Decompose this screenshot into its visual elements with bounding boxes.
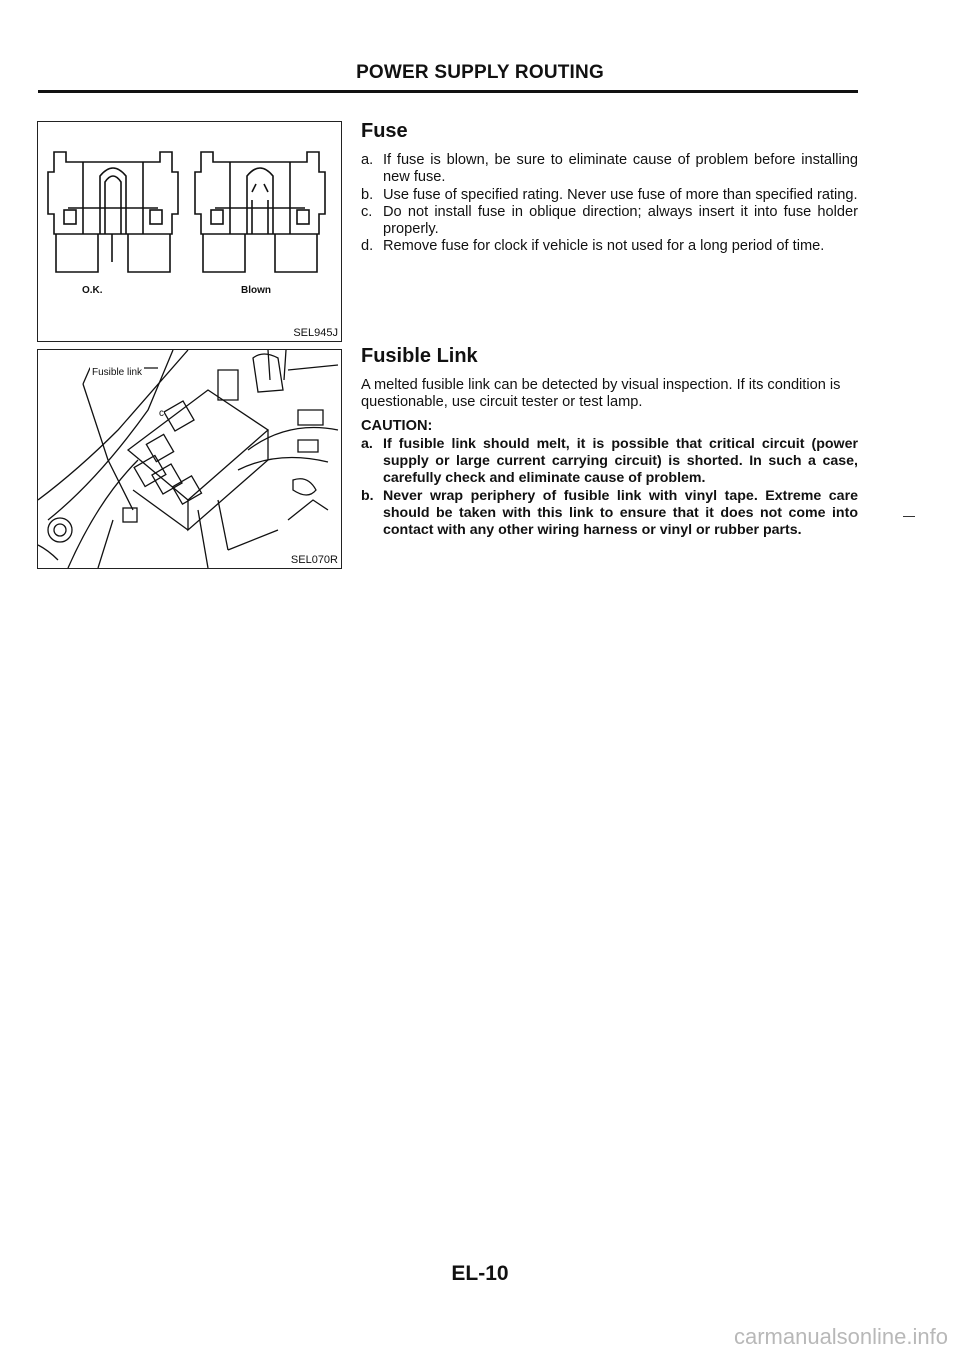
fuse-blown-drawing xyxy=(195,152,325,272)
watermark: carmanualsonline.info xyxy=(733,1324,948,1349)
list-marker: a. xyxy=(361,152,374,168)
list-item xyxy=(361,152,858,187)
list-marker: b. xyxy=(361,186,374,203)
fuse-ok-drawing xyxy=(48,152,178,272)
fusible-link-figure xyxy=(37,349,342,569)
figure-code: SEL945J xyxy=(293,327,338,339)
fusible-link-illustration xyxy=(38,350,341,568)
figure-callout-c: c xyxy=(159,408,164,419)
fuse-illustration xyxy=(38,122,341,341)
list-item xyxy=(361,238,858,255)
fuse-section xyxy=(361,120,858,256)
list-item xyxy=(361,187,858,204)
fuse-list xyxy=(361,152,858,256)
list-marker: c. xyxy=(361,203,373,220)
list-text: Never wrap periphery of fusible link with vinyl tape. Extreme care should be taken with this link to ensure that it does not come into contact with any other wiring harness or vinyl or rubber parts. xyxy=(383,487,858,539)
fuse-blown-label: Blown xyxy=(241,285,271,296)
list-text: Remove fuse for clock if vehicle is not used for a long period of time. xyxy=(383,238,825,255)
list-item xyxy=(361,436,858,488)
list-item xyxy=(361,488,858,540)
list-text: Use fuse of specified rating. Never use fuse of more than specified rating. xyxy=(383,186,858,203)
list-marker: a. xyxy=(361,435,373,452)
margin-mark xyxy=(903,516,915,517)
caution-heading: CAUTION: xyxy=(361,417,433,434)
list-item xyxy=(361,204,858,239)
page-number: EL-10 xyxy=(451,1262,509,1285)
fuse-ok-label: O.K. xyxy=(82,285,103,296)
caution-list xyxy=(361,436,858,540)
list-marker: b. xyxy=(361,487,374,504)
list-marker: d. xyxy=(361,238,374,255)
fuse-figure xyxy=(37,121,342,342)
section-title-fusible-link: Fusible Link xyxy=(361,345,478,367)
header-rule xyxy=(38,90,858,93)
section-title-fuse: Fuse xyxy=(361,120,408,142)
list-text: If fuse is blown, be sure to eliminate cause of problem before installing new fuse. xyxy=(383,152,858,186)
page-title: POWER SUPPLY ROUTING xyxy=(356,62,604,83)
fusible-link-callout: Fusible link xyxy=(92,367,143,378)
fusible-link-section xyxy=(361,345,858,540)
intro-paragraph: A melted fusible link can be detected by visual inspection. If its condition is questionable, use circuit tester or test lamp. xyxy=(361,377,841,411)
list-text: Do not install fuse in oblique direction; always insert it into fuse holder properly. xyxy=(383,203,858,238)
figure-code: SEL070R xyxy=(290,554,338,566)
list-text: If fusible link should melt, it is possible that critical circuit (power supply or large current carrying circuit) is shorted. In such a case, carefully check and eliminate cause of problem. xyxy=(383,435,858,487)
